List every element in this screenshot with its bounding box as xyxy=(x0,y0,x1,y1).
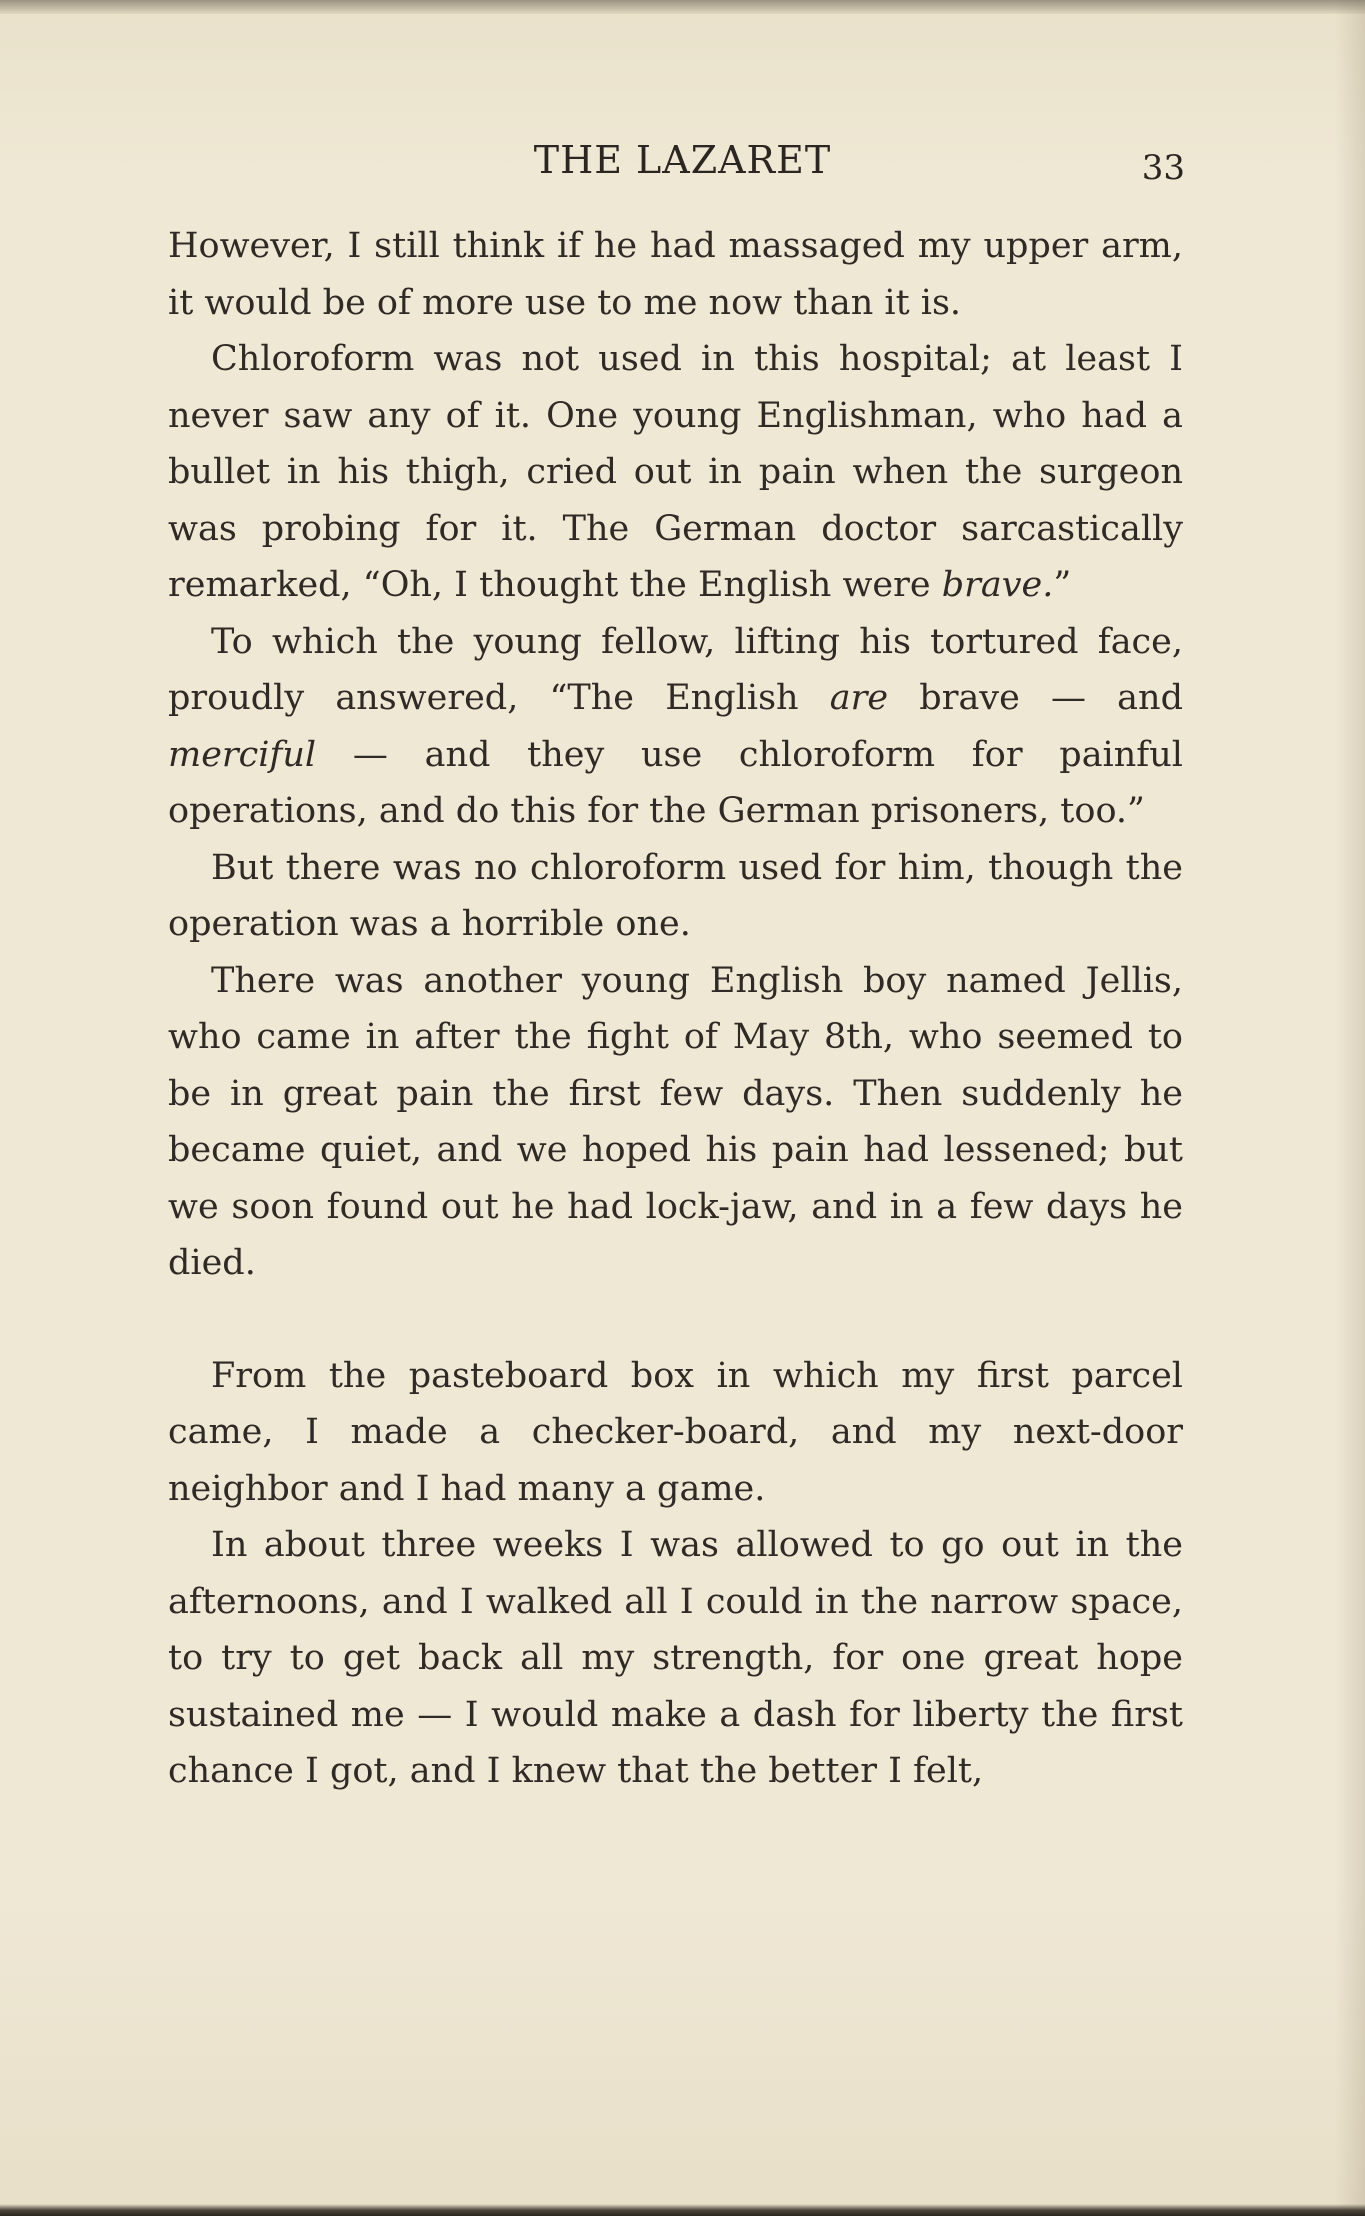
page-number: 33 xyxy=(1141,148,1185,188)
paragraph-text: — and they use chloroform for painful operations, and do this for the German prisoners, too.” xyxy=(168,734,1183,831)
paragraph-text: brave — and xyxy=(888,678,1183,718)
paragraph: But there was no chloroform used for him, though the operation was a horrible one. xyxy=(168,847,1183,944)
page-gutter-shadow xyxy=(1335,0,1365,2216)
paragraph: In about three weeks I was allowed to go out in the afternoons, and I walked all I could in the narrow space, to try to get back all my strength, for one great hope sustained me — I would make a dash for liberty the first chance I got, and I knew that the better I felt, xyxy=(168,1525,1183,1791)
page-bottom-edge xyxy=(0,2204,1365,2216)
paragraph-text: ” xyxy=(1053,565,1072,605)
paragraph xyxy=(168,331,1183,614)
body-text xyxy=(168,218,1183,1800)
italic-word: are xyxy=(829,678,889,718)
running-title: THE LAZARET xyxy=(533,138,832,182)
italic-word: merciful xyxy=(168,734,317,775)
paragraph: However, I still think if he had massaged my upper arm, it would be of more use to me now than it is. xyxy=(168,226,1183,323)
italic-word: brave. xyxy=(941,565,1054,605)
paragraph-text: To which the young fellow, lifting his tortured face, proudly answered, “The English xyxy=(168,621,1183,718)
paragraph xyxy=(168,614,1183,840)
paragraph: There was another young English boy named Jellis, who came in after the fight of May 8th, who seemed to be in great pain the first few days. Then suddenly he became quiet, and we hoped his pain had lessened; but we soon found out he had lock-jaw, and in a few days he died. xyxy=(168,960,1183,1283)
running-head xyxy=(0,138,1365,188)
section-break xyxy=(168,1292,1183,1348)
paragraph: From the pasteboard box in which my first parcel came, I made a checker-board, and my next-door neighbor and I had many a game. xyxy=(168,1355,1183,1509)
page-top-edge xyxy=(0,0,1365,14)
paragraph-text: Chloroform was not used in this hospital; at least I never saw any of it. One young Englishman, who had a bullet in his thigh, cried out in pain when the surgeon was probing for it. The German doctor sarcastically remarked, “Oh, I thought the English were xyxy=(168,339,1183,605)
